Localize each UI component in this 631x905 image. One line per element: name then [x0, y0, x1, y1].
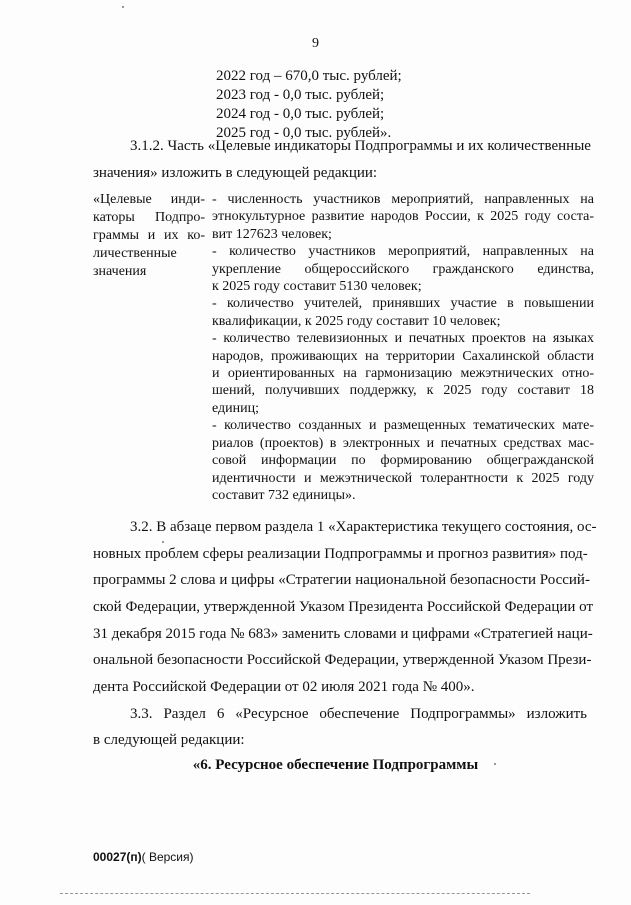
label-cell-line: значения [93, 264, 147, 279]
values-cell-line: - количество телевизионных и печатных проектов на языках [212, 331, 594, 347]
values-cell-line: и ориентированных на гармонизацию межэтнических отно- [212, 366, 594, 382]
indicator-table-label-cell [93, 191, 205, 281]
values-cell-line: народов, проживающих на территории Сахалинской области [212, 348, 594, 364]
budget-line-2025: 2025 год - 0,0 тыс. рублей». [216, 125, 392, 141]
label-cell-line: «Целевые инди- [93, 192, 205, 207]
values-cell-line: к 2025 году составит 5130 человек; [212, 279, 422, 295]
budget-line-2022: 2022 год – 670,0 тыс. рублей; [216, 68, 402, 84]
paragraph-3-2-line-4: ской Федерации, утвержденной Указом Президента Российской Федерации от [93, 599, 594, 615]
values-cell-line: составит 732 единицы». [212, 487, 356, 503]
budget-line-2023: 2023 год - 0,0 тыс. рублей; [216, 87, 385, 103]
paragraph-3-2-line-3: программы 2 слова и цифры «Стратегии национальной безопасности Россий- [93, 572, 590, 588]
paragraph-3-3-line-1: 3.3. Раздел 6 «Ресурсное обеспечение Подпрограммы» изложить [130, 706, 587, 722]
values-cell-line: квалификации, к 2025 году составит 10 человек; [212, 313, 501, 329]
document-code: 00027(п) [93, 850, 142, 864]
values-cell-line: совой информации по формированию общегражданской [212, 453, 594, 469]
paragraph-3-1-2-line-2: значения» изложить в следующей редакции: [93, 165, 378, 181]
scan-edge-artifact [60, 893, 530, 894]
values-cell-line: этнокультурное развитие народов России, к 2025 году соста- [212, 209, 594, 225]
page-number: 9 [312, 36, 319, 51]
values-cell-line: - количество созданных и размещенных тематических мате- [212, 418, 594, 434]
section-heading: «6. Ресурсное обеспечение Подпрограммы [192, 757, 479, 773]
scan-speck [494, 763, 496, 765]
paragraph-3-3-line-2: в следующей редакции: [93, 732, 245, 748]
values-cell-line: - количество участников мероприятий, направленных на [212, 244, 594, 260]
document-footer [93, 850, 194, 864]
values-cell-line: риалов (проектов) в электронных и печатных средствах мас- [212, 435, 594, 451]
paragraph-3-2-line-2: новных проблем сферы реализации Подпрограммы и прогноз развития» под- [93, 546, 588, 562]
label-cell-line: личественные [93, 246, 177, 261]
label-cell-line: каторы Подпро- [93, 210, 205, 225]
paragraph-3-2-line-1: 3.2. В абзаце первом раздела 1 «Характеристика текущего состояния, ос- [130, 519, 597, 535]
values-cell-line: вит 127623 человек; [212, 226, 332, 242]
values-cell-line: укрепление общероссийского гражданского единства, [212, 261, 594, 277]
budget-line-2024: 2024 год - 0,0 тыс. рублей; [216, 106, 385, 122]
scan-speck [162, 541, 164, 543]
paragraph-3-2-line-7: дента Российской Федерации от 02 июля 2021 года № 400». [93, 679, 475, 695]
indicator-table-values-cell [212, 191, 594, 504]
scan-speck [122, 6, 124, 8]
values-cell-line: шений, получивших поддержку, к 2025 году составит 18 [212, 383, 594, 399]
label-cell-line: граммы и их ко- [93, 228, 205, 243]
paragraph-3-2-line-6: ональной безопасности Российской Федерации, утвержденной Указом Прези- [93, 652, 592, 668]
paragraph-3-2-line-5: 31 декабря 2015 года № 683» заменить словами и цифрами «Стратегией наци- [93, 626, 593, 642]
values-cell-line: идентичности и межэтнической толерантности к 2025 году [212, 470, 594, 486]
paragraph-3-1-2-line-1: 3.1.2. Часть «Целевые индикаторы Подпрограммы и их количественные [130, 138, 591, 154]
values-cell-line: единиц; [212, 400, 260, 416]
values-cell-line: - численность участников мероприятий, направленных на [212, 192, 594, 207]
document-version: ( Версия) [141, 850, 194, 864]
values-cell-line: - количество учителей, принявших участие в повышении [212, 296, 594, 312]
